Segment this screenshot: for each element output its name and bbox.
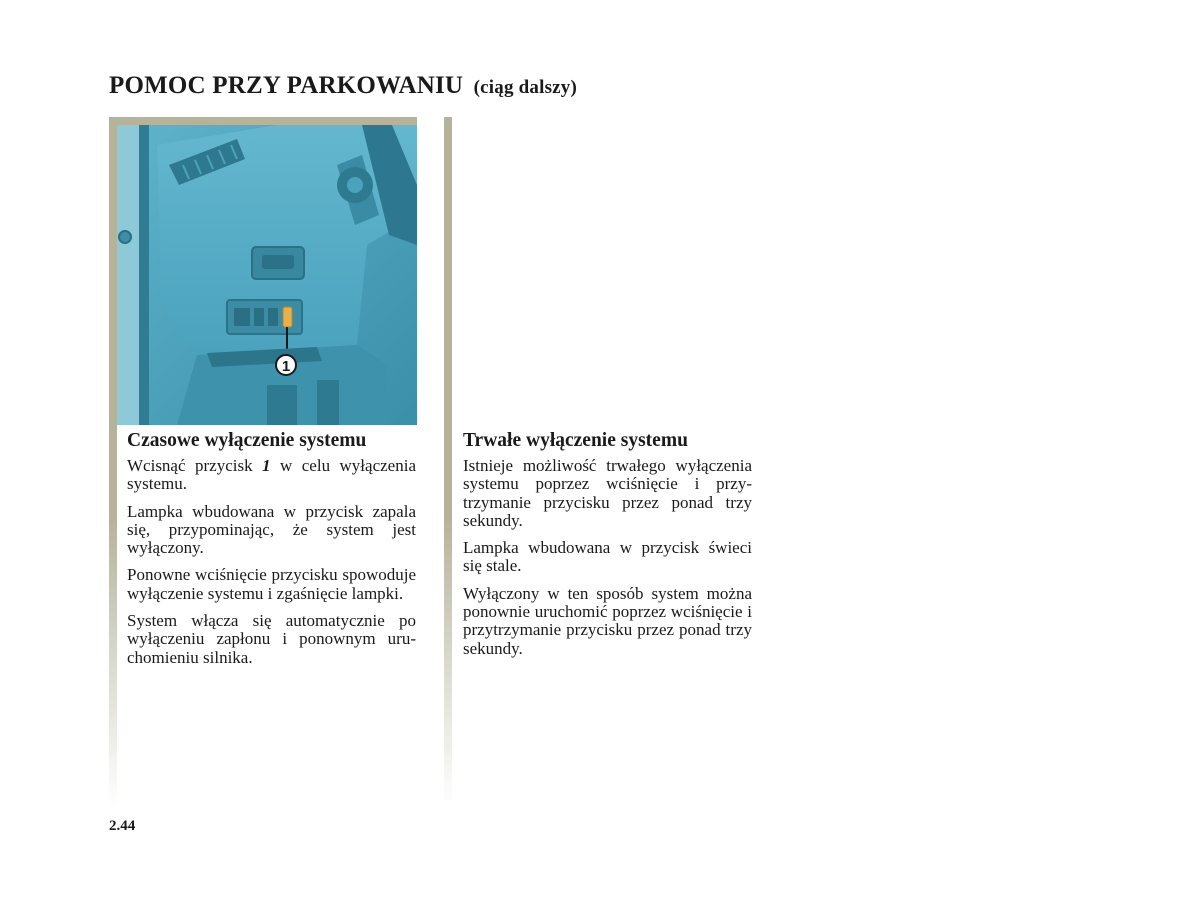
dashboard-switch-illustration — [117, 125, 417, 425]
callout-1-label: 1 — [281, 358, 291, 375]
page-title — [109, 72, 577, 100]
page-title-main: POMOC PRZY PARKOWANIU — [109, 72, 464, 99]
temporary-deactivation-heading: Czasowe wyłączenie systemu — [127, 430, 367, 451]
temporary-deactivation-section — [127, 429, 416, 676]
page-title-continued: (ciąg dalszy) — [473, 77, 578, 98]
right-paragraph-1: Istnieje możliwość trwałego wyłączenia systemu poprzez wciśnięcie i przytrzymanie przycisku przez ponad trzy sekundy. — [463, 456, 752, 530]
permanent-deactivation-heading: Trwałe wyłączenie systemu — [463, 430, 688, 451]
page-number: 2.44 — [109, 818, 136, 834]
button-reference: 1 — [262, 456, 271, 475]
left-paragraph-3: Ponowne wciśnięcie przycisku spowoduje wyłączenie systemu i zgaśnięcie lampki. — [127, 565, 416, 603]
figure-top-rule — [109, 117, 417, 125]
left-paragraph-2: Lampka wbudowana w przycisk zapala się, przypominając, że system jest wyłączony. — [127, 501, 416, 558]
left-paragraph-1: Wcisnąć przycisk 1 w celu wyłączenia systemu. — [127, 456, 416, 494]
right-paragraph-3: Wyłączony w ten sposób system można ponownie uruchomić poprzez wciśnięcie i przytrzymanie przycisku przez ponad trzy sekundy. — [463, 583, 752, 658]
permanent-deactivation-section — [463, 429, 752, 667]
left-paragraph-4: System włącza się automatycznie po wyłączeniu zapłonu i ponownym uruchomieniu silnika. — [127, 611, 416, 667]
parking-aid-button — [283, 307, 292, 327]
left-column-rule — [109, 117, 117, 807]
right-paragraph-2: Lampka wbudowana w przycisk świeci się stale. — [463, 538, 752, 576]
middle-column-rule — [444, 117, 452, 807]
